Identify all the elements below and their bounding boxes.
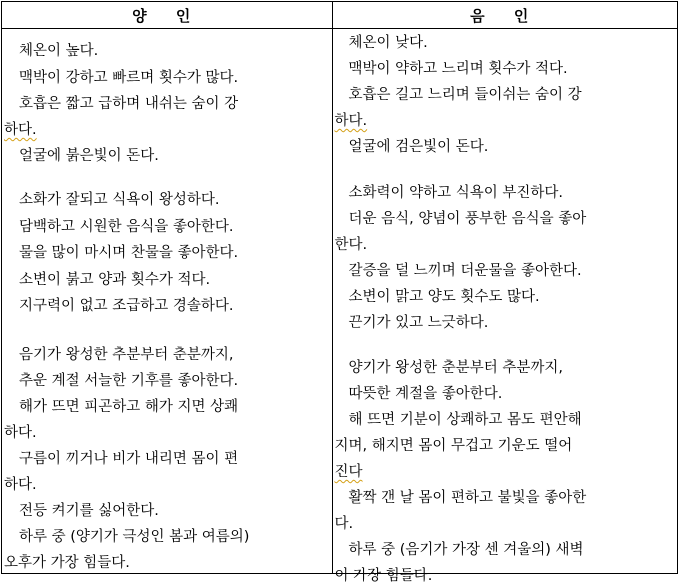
eum-body-line: 체온이 낮다.	[348, 35, 428, 51]
eum-header: 음 인	[333, 2, 678, 29]
eum-cell	[333, 29, 678, 584]
yang-digestion-line: 소변이 붉고 양과 횟수가 적다.	[19, 272, 211, 288]
eum-body-line: 맥박이 약하고 느리며 횟수가 적다.	[348, 61, 568, 77]
eum-digestion-line: 소변이 맑고 양도 횟수도 많다.	[348, 289, 540, 305]
eum-digestion-line: 소화력이 약하고 식욕이 부진하다.	[348, 185, 564, 201]
yang-season-line: 하다.	[4, 477, 37, 493]
yang-digestion-line: 담백하고 시원한 음식을 좋아한다.	[19, 219, 234, 235]
yang-digestion-line: 지구력이 없고 조급하고 경솔하다.	[19, 298, 234, 314]
yang-header: 양 인	[2, 2, 333, 29]
eum-season-line: 하루 중 (음기가 가장 센 겨울의) 새벽	[348, 542, 584, 558]
yang-body-line: 호흡은 짧고 급하며 내쉬는 숨이 강	[19, 96, 239, 112]
yang-season-line: 음기가 왕성한 추분부터 춘분까지,	[19, 347, 234, 363]
yang-season-line: 해가 뜨면 피곤하고 해가 지면 상쾌	[19, 399, 239, 415]
eum-season-line: 다.	[334, 516, 354, 532]
eum-season-line: 진다	[334, 464, 363, 480]
eum-body-line: 얼굴에 검은빛이 돈다.	[348, 139, 489, 155]
eum-digestion-line: 더운 음식, 양념이 풍부한 음식을 좋아	[348, 211, 587, 227]
yang-body-line: 맥박이 강하고 빠르며 횟수가 많다.	[19, 70, 239, 86]
eum-digestion-line: 갈증을 덜 느끼며 더운물을 좋아한다.	[348, 263, 582, 279]
yang-season-line: 오후가 가장 힘들다.	[4, 555, 130, 571]
eum-season-line: 활짝 갠 날 몸이 편하고 불빛을 좋아한	[348, 490, 587, 506]
yang-cell	[2, 29, 333, 574]
yang-season-line: 추운 계절 서늘한 기후를 좋아한다.	[19, 373, 239, 389]
yang-body-line: 체온이 높다.	[19, 43, 99, 59]
yang-season-line: 하루 중 (양기가 극성인 봄과 여름의)	[19, 529, 250, 545]
yang-body-line: 얼굴에 붉은빛이 돈다.	[19, 148, 159, 164]
comparison-table	[1, 1, 678, 584]
eum-body-line: 하다.	[334, 113, 368, 129]
yang-digestion-line: 소화가 잘되고 식욕이 왕성하다.	[19, 192, 220, 208]
eum-body-line: 호흡은 길고 느리며 들이쉬는 숨이 강	[348, 87, 582, 103]
eum-season-line: 해 뜨면 기분이 상쾌하고 몸도 편안해	[348, 412, 582, 428]
eum-digestion-line: 끈기가 있고 느긋하다.	[348, 315, 489, 331]
yang-body-line: 하다.	[4, 122, 37, 138]
eum-season-line: 지며, 해지면 몸이 무겁고 기운도 떨어	[334, 438, 573, 454]
yang-season-line: 전등 켜기를 싫어한다.	[19, 503, 159, 519]
eum-digestion-line: 한다.	[334, 237, 368, 253]
eum-season-line: 따뜻한 계절을 좋아한다.	[348, 386, 503, 402]
eum-season-line: 이 가장 힘들다.	[334, 568, 433, 584]
yang-season-line: 하다.	[4, 425, 37, 441]
yang-digestion-line: 물을 많이 마시며 찬물을 좋아한다.	[19, 245, 239, 261]
yang-season-line: 구름이 끼거나 비가 내리면 몸이 편	[19, 451, 239, 467]
eum-season-line: 양기가 왕성한 춘분부터 추분까지,	[348, 360, 564, 376]
